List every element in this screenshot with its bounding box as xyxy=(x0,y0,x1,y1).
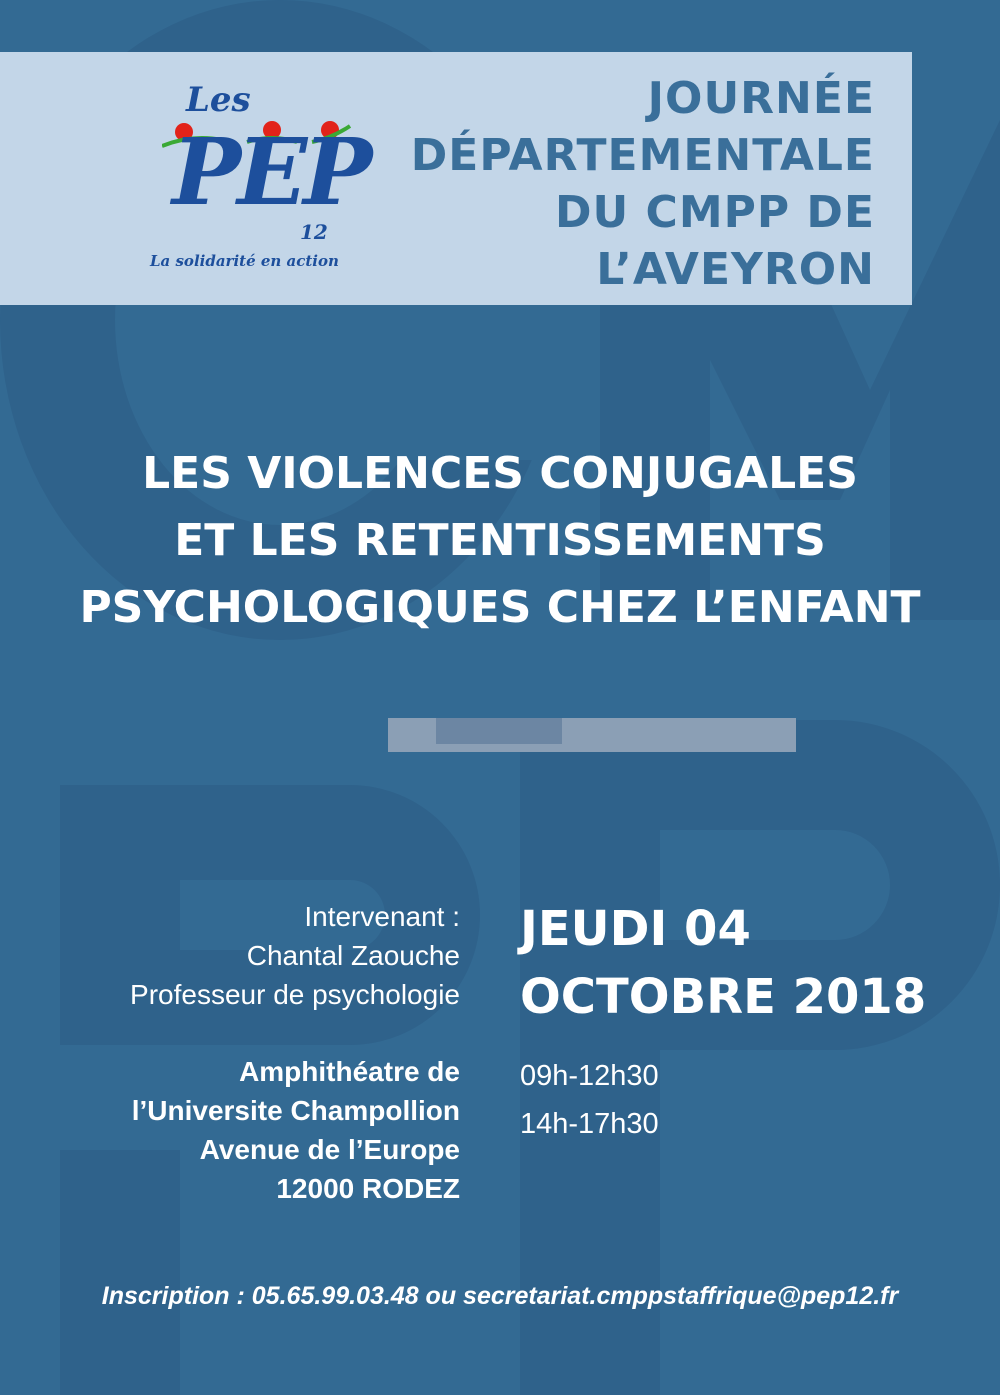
venue-line: Avenue de l’Europe xyxy=(199,1134,460,1165)
event-hours xyxy=(520,1052,659,1148)
logo-les: Les xyxy=(186,80,251,120)
speaker-label: Intervenant : xyxy=(304,901,460,932)
venue-info xyxy=(132,1052,460,1208)
event-title xyxy=(411,70,875,298)
main-title-line: PSYCHOLOGIQUES CHEZ L’ENFANT xyxy=(79,582,921,633)
venue-line: l’Universite Champollion xyxy=(131,1095,460,1126)
logo-pep: PEP xyxy=(172,118,369,226)
event-title-line: JOURNÉE xyxy=(647,73,875,124)
speaker-info xyxy=(130,897,460,1014)
date-line: OCTOBRE 2018 xyxy=(520,969,927,1025)
speaker-role: Professeur de psychologie xyxy=(130,979,460,1010)
logo-number: 12 xyxy=(300,220,328,244)
hours-afternoon: 14h-17h30 xyxy=(520,1108,659,1140)
venue-line: Amphithéatre de xyxy=(239,1056,460,1087)
main-title xyxy=(0,440,1000,641)
pep12-logo xyxy=(150,80,369,280)
main-title-line: ET LES RETENTISSEMENTS xyxy=(174,515,826,566)
date-line: JEUDI 04 xyxy=(520,901,751,957)
event-date xyxy=(520,895,926,1031)
event-title-line: DÉPARTEMENTALE xyxy=(410,130,875,181)
divider-bar-accent xyxy=(436,718,562,744)
event-title-line: L’AVEYRON xyxy=(596,244,875,295)
speaker-name: Chantal Zaouche xyxy=(246,940,460,971)
venue-line: 12000 RODEZ xyxy=(276,1173,460,1204)
main-title-line: LES VIOLENCES CONJUGALES xyxy=(142,448,858,499)
logo-tagline: La solidarité en action xyxy=(150,252,339,270)
hours-morning: 09h-12h30 xyxy=(520,1060,659,1092)
registration-info: Inscription : 05.65.99.03.48 ou secretariat.cmppstaffrique@pep12.fr xyxy=(101,1282,899,1310)
event-title-line: DU CMPP DE xyxy=(554,187,875,238)
